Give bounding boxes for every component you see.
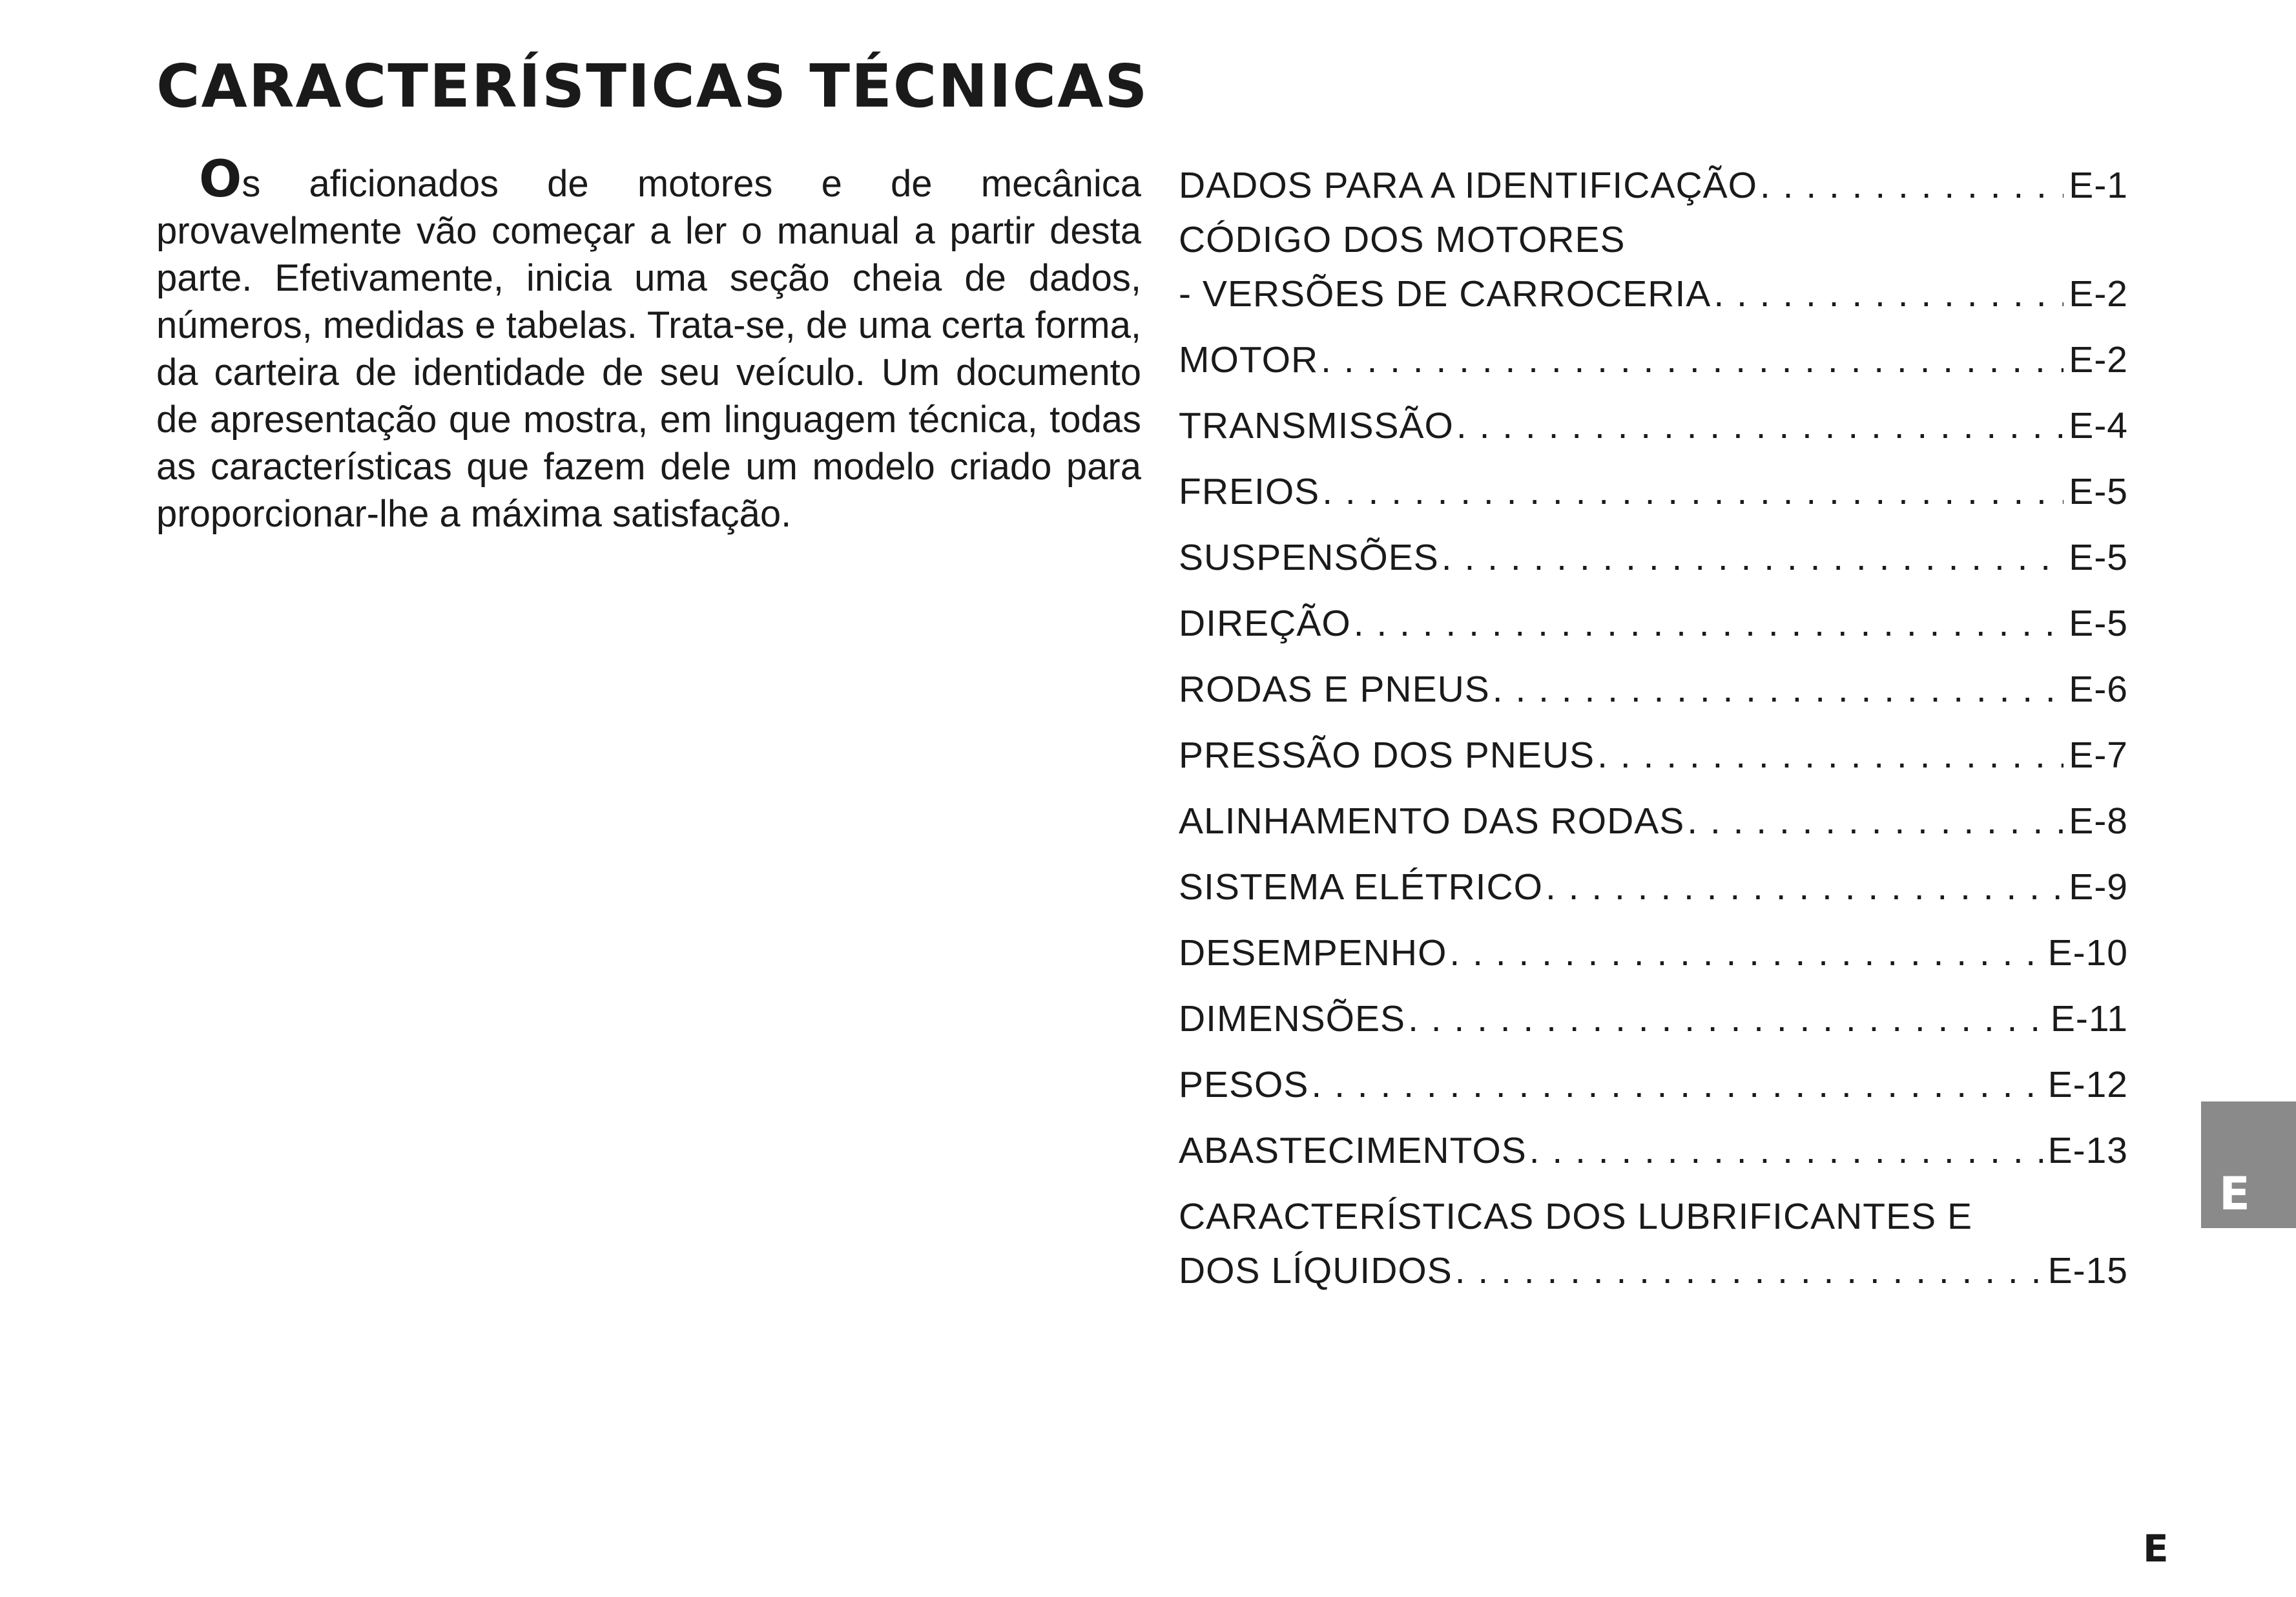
table-of-contents bbox=[1179, 162, 2128, 1313]
toc-entry-heading: CÓDIGO DOS MOTORES bbox=[1179, 219, 1626, 260]
toc-leader bbox=[1684, 797, 2063, 846]
toc-entry[interactable] bbox=[1179, 336, 2128, 402]
toc-entry[interactable] bbox=[1179, 1193, 2128, 1313]
toc-entry-title: DADOS PARA A IDENTIFICAÇÃO bbox=[1179, 165, 1757, 206]
toc-entry[interactable] bbox=[1179, 929, 2128, 995]
toc-entry[interactable] bbox=[1179, 600, 2128, 665]
toc-leader bbox=[1405, 995, 2045, 1043]
toc-leader bbox=[1351, 600, 2064, 648]
toc-entry-page: E-9 bbox=[2069, 866, 2128, 908]
toc-entry-title: DIMENSÕES bbox=[1179, 998, 1406, 1039]
section-tab bbox=[2201, 1101, 2296, 1228]
toc-entry-page: E-7 bbox=[2069, 735, 2128, 776]
toc-leader bbox=[1453, 1247, 2043, 1295]
toc-entry[interactable] bbox=[1179, 216, 2128, 336]
toc-entry[interactable] bbox=[1179, 995, 2128, 1061]
intro-dropcap: O bbox=[199, 151, 242, 209]
page-title: CARACTERÍSTICAS TÉCNICAS bbox=[156, 52, 1149, 121]
page-section-letter: E bbox=[2143, 1527, 2169, 1571]
toc-leader bbox=[1757, 162, 2063, 210]
toc-leader bbox=[1318, 336, 2063, 384]
toc-entry-page: E-11 bbox=[2050, 998, 2128, 1039]
toc-leader bbox=[1527, 1127, 2043, 1175]
toc-entry-page: E-5 bbox=[2069, 603, 2128, 644]
toc-entry[interactable] bbox=[1179, 1061, 2128, 1127]
toc-entry-title: ABASTECIMENTOS bbox=[1179, 1130, 1527, 1171]
toc-entry-page: E-13 bbox=[2047, 1130, 2128, 1171]
toc-entry-title: PRESSÃO DOS PNEUS bbox=[1179, 735, 1595, 776]
toc-entry-title: MOTOR bbox=[1179, 339, 1319, 381]
toc-entry[interactable] bbox=[1179, 731, 2128, 797]
toc-entry[interactable] bbox=[1179, 1127, 2128, 1193]
toc-leader bbox=[1439, 534, 2064, 582]
toc-entry-heading: CARACTERÍSTICAS DOS LUBRIFICANTES E bbox=[1179, 1196, 1973, 1237]
toc-entry-page: E-15 bbox=[2047, 1250, 2128, 1291]
toc-leader bbox=[1490, 665, 2064, 714]
toc-entry-title: RODAS E PNEUS bbox=[1179, 669, 1490, 710]
toc-entry-title: - VERSÕES DE CARROCERIA bbox=[1179, 273, 1712, 315]
toc-leader bbox=[1447, 929, 2042, 977]
toc-entry-page: E-6 bbox=[2069, 669, 2128, 710]
intro-paragraph bbox=[156, 151, 1141, 538]
toc-entry-title: DESEMPENHO bbox=[1179, 932, 1447, 974]
toc-entry-page: E-1 bbox=[2069, 165, 2128, 206]
toc-entry-title: DIREÇÃO bbox=[1179, 603, 1351, 644]
toc-entry[interactable] bbox=[1179, 402, 2128, 468]
toc-entry-title: SISTEMA ELÉTRICO bbox=[1179, 866, 1543, 908]
toc-entry[interactable] bbox=[1179, 534, 2128, 600]
toc-leader bbox=[1543, 863, 2063, 912]
toc-entry[interactable] bbox=[1179, 797, 2128, 863]
toc-entry-page: E-5 bbox=[2069, 471, 2128, 512]
toc-leader bbox=[1711, 270, 2063, 318]
toc-entry-title: SUSPENSÕES bbox=[1179, 537, 1439, 578]
toc-entry[interactable] bbox=[1179, 162, 2128, 216]
toc-entry-page: E-10 bbox=[2047, 932, 2128, 974]
toc-entry-page: E-12 bbox=[2047, 1064, 2128, 1105]
toc-entry-title: TRANSMISSÃO bbox=[1179, 405, 1454, 446]
toc-entry[interactable] bbox=[1179, 863, 2128, 929]
toc-leader bbox=[1454, 402, 2063, 450]
toc-entry-page: E-2 bbox=[2069, 339, 2128, 381]
toc-leader bbox=[1308, 1061, 2042, 1109]
toc-entry[interactable] bbox=[1179, 665, 2128, 731]
toc-leader bbox=[1319, 468, 2063, 516]
toc-entry-page: E-8 bbox=[2069, 800, 2128, 842]
toc-entry-title: DOS LÍQUIDOS bbox=[1179, 1250, 1453, 1291]
toc-leader bbox=[1595, 731, 2063, 780]
toc-entry-page: E-4 bbox=[2069, 405, 2128, 446]
toc-entry-title: ALINHAMENTO DAS RODAS bbox=[1179, 800, 1685, 842]
toc-entry-title: FREIOS bbox=[1179, 471, 1320, 512]
toc-entry-page: E-2 bbox=[2069, 273, 2128, 315]
toc-entry[interactable] bbox=[1179, 468, 2128, 534]
toc-entry-title: PESOS bbox=[1179, 1064, 1309, 1105]
section-tab-letter: E bbox=[2219, 1167, 2250, 1220]
toc-entry-page: E-5 bbox=[2069, 537, 2128, 578]
intro-text: s aficionados de motores e de mecânica provavelmente vão começar a ler o manual a partir desta parte. Efetivamente, inicia uma seção cheia de dados, números, medidas e tabelas. Trata-se, de uma certa forma, da carteira de identidade de seu veículo. Um documento de apresentação que mostra, em linguagem técnica, todas as características que fazem dele um modelo criado para proporcionar-lhe a máxima satisfação. bbox=[156, 163, 1141, 535]
